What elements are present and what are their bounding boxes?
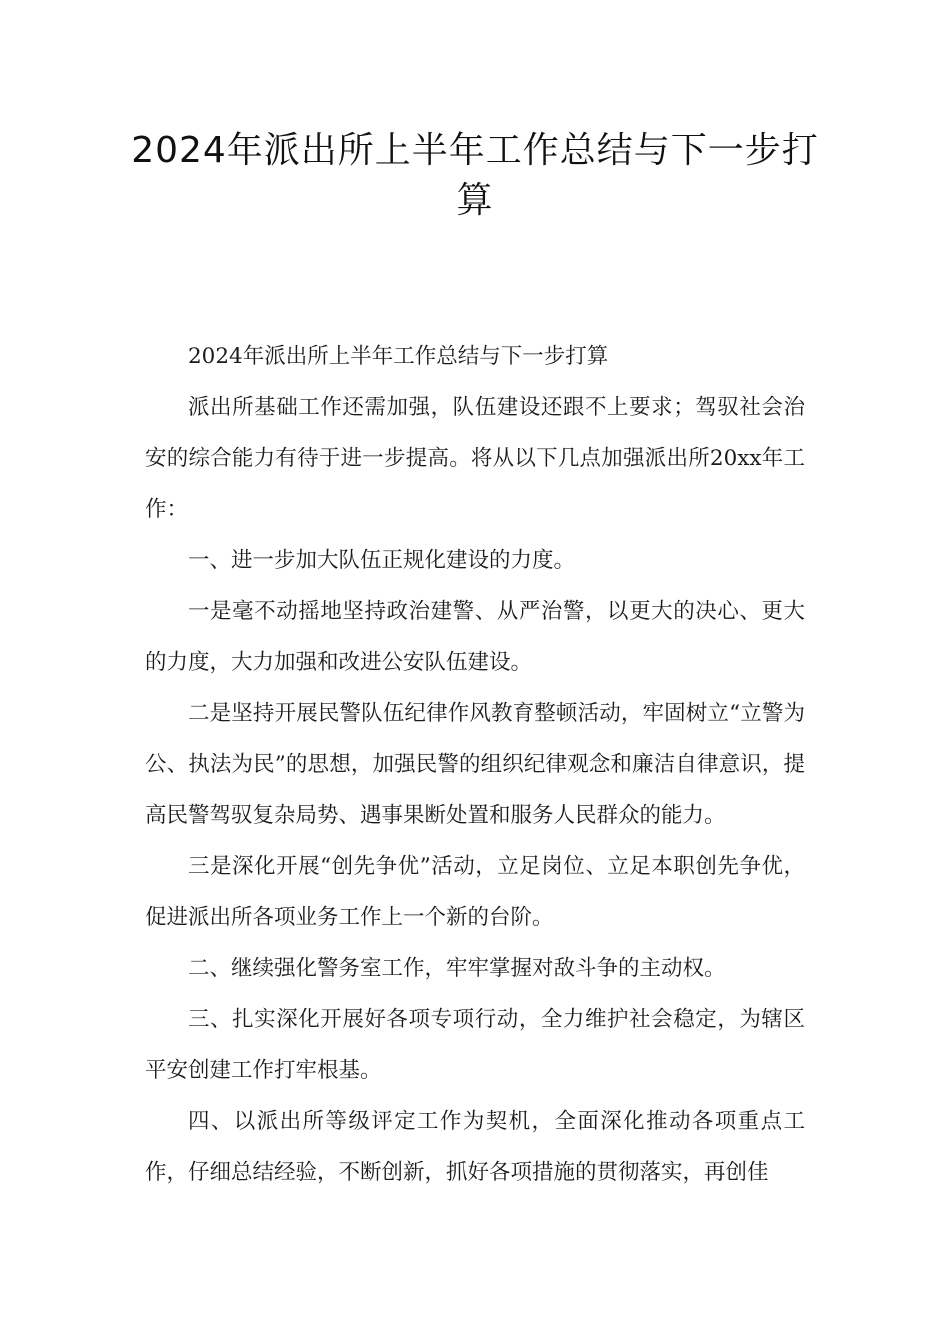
paragraph-section-3: 三、扎实深化开展好各项专项行动，全力维护社会稳定，为辖区平安创建工作打牢根基。	[145, 1007, 805, 1083]
document-body	[145, 331, 805, 1198]
paragraph-subtitle: 2024年派出所上半年工作总结与下一步打算	[188, 344, 609, 369]
paragraph-section-4: 四、以派出所等级评定工作为契机，全面深化推动各项重点工作，仔细总结经验，不断创新，抓好各项措施的贯彻落实，再创佳	[145, 1109, 805, 1185]
document-title: 2024年派出所上半年工作总结与下一步打算	[131, 130, 819, 221]
paragraph-item-2: 二是坚持开展民警队伍纪律作风教育整顿活动，牢固树立“立警为公、执法为民”的思想，加强民警的组织纪律观念和廉洁自律意识，提高民警驾驭复杂局势、遇事果断处置和服务人民群众的能力。	[145, 701, 805, 828]
paragraph-section-1: 一、进一步加大队伍正规化建设的力度。	[188, 548, 576, 573]
paragraph-item-1: 一是毫不动摇地坚持政治建警、从严治警，以更大的决心、更大的力度，大力加强和改进公安队伍建设。	[145, 599, 805, 675]
paragraph-intro: 派出所基础工作还需加强，队伍建设还跟不上要求；驾驭社会治安的综合能力有待于进一步提高。将从以下几点加强派出所20xx年工作：	[145, 395, 805, 522]
paragraph-item-3: 三是深化开展“创先争优”活动，立足岗位、立足本职创先争优，促进派出所各项业务工作上一个新的台阶。	[145, 854, 805, 930]
paragraph-section-2: 二、继续强化警务室工作，牢牢掌握对敌斗争的主动权。	[188, 956, 726, 981]
